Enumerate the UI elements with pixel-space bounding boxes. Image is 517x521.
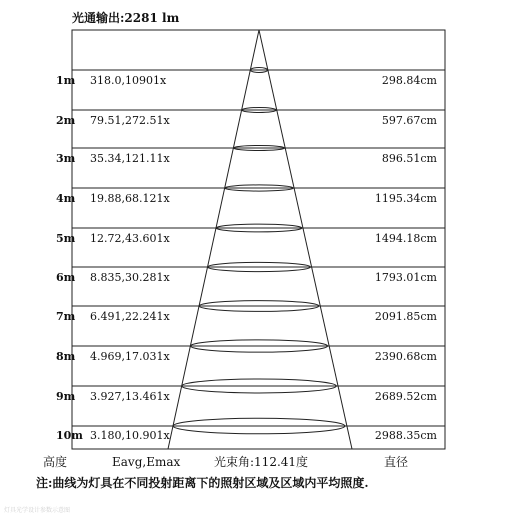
row-height-label: 6m: [56, 271, 76, 284]
row-height-label: 2m: [56, 114, 76, 127]
row-diameter-value: 1494.18cm: [374, 232, 437, 245]
row-height-label: 3m: [56, 152, 76, 165]
row-height-label: 9m: [56, 390, 76, 403]
row-height-label: 7m: [56, 310, 76, 323]
row-diameter-value: 2988.35cm: [374, 429, 437, 442]
eavg-emax-label: Eavg,Emax: [112, 455, 181, 469]
row-diameter-value: 1195.34cm: [374, 192, 437, 205]
diagram-title: 光通输出:2281 lm: [72, 11, 180, 25]
row-diameter-value: 298.84cm: [381, 74, 437, 87]
row-illuminance-value: 6.491,22.241x: [90, 310, 170, 323]
row-diameter-value: 2390.68cm: [374, 350, 437, 363]
row-diameter-value: 2689.52cm: [374, 390, 437, 403]
row-illuminance-value: 79.51,272.51x: [90, 114, 170, 127]
row-height-label: 10m: [56, 429, 83, 442]
row-illuminance-value: 8.835,30.281x: [90, 271, 170, 284]
height-axis-label: 高度: [43, 455, 68, 469]
row-illuminance-value: 12.72,43.601x: [90, 232, 170, 245]
row-diameter-value: 1793.01cm: [374, 271, 437, 284]
row-diameter-value: 896.51cm: [381, 152, 437, 165]
beam-angle-label: 光束角:112.41度: [214, 455, 309, 469]
row-diameter-value: 597.67cm: [381, 114, 437, 127]
footnote: 注:曲线为灯具在不同投射距离下的照射区域及区域内平均照度.: [36, 476, 369, 490]
row-illuminance-value: 19.88,68.121x: [90, 192, 170, 205]
row-illuminance-value: 3.927,13.461x: [90, 390, 170, 403]
row-height-label: 1m: [56, 74, 76, 87]
row-illuminance-value: 3.180,10.901x: [90, 429, 170, 442]
row-height-label: 4m: [56, 192, 76, 205]
row-diameter-value: 2091.85cm: [374, 310, 437, 323]
row-height-label: 8m: [56, 350, 76, 363]
row-height-label: 5m: [56, 232, 76, 245]
diameter-label: 直径: [384, 455, 409, 469]
row-illuminance-value: 35.34,121.11x: [90, 152, 170, 165]
row-illuminance-value: 318.0,10901x: [90, 74, 167, 87]
faint-watermark-text: 灯具光学设计参数示意图: [4, 507, 71, 514]
row-illuminance-value: 4.969,17.031x: [90, 350, 170, 363]
